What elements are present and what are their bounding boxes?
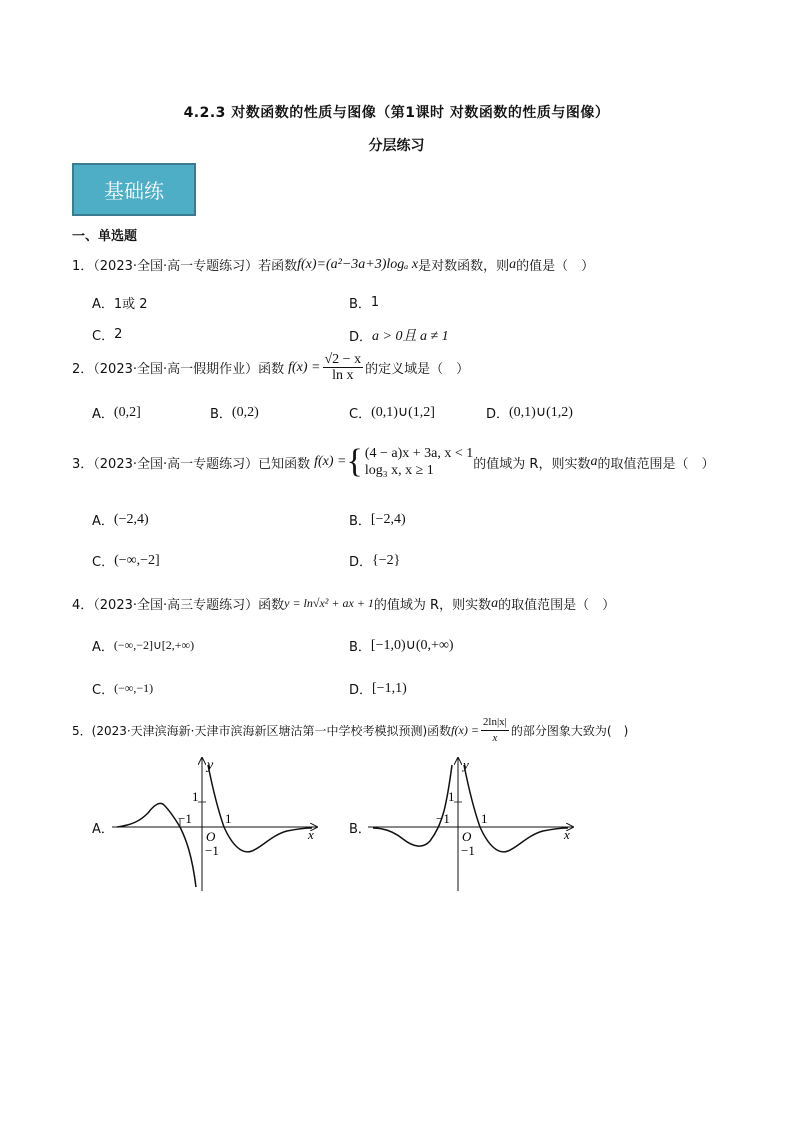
question-1-option-d[interactable]: D． a > 0且 a ≠ 1 <box>349 325 449 345</box>
question-3-variable: a <box>590 454 598 469</box>
graph-a-one-x: 1 <box>225 811 232 826</box>
question-1 <box>72 255 594 274</box>
question-2-option-b[interactable]: B． (0,2) <box>210 404 259 422</box>
fraction-numerator: √2 − x <box>324 352 362 367</box>
fraction-denominator: x <box>492 732 498 744</box>
question-3-option-d[interactable]: D． {−2} <box>349 552 401 570</box>
question-4-suffix-2: 的取值范围是（ ） <box>498 598 616 613</box>
section-heading: 一、单选题 <box>72 229 138 244</box>
option-text: (0,2] <box>113 404 141 420</box>
page-title: 4.2.3 对数函数的性质与图像（第1课时 对数函数的性质与图像） <box>183 105 610 121</box>
question-3 <box>72 445 714 479</box>
option-text: (−∞,−2]∪[2,+∞) <box>113 638 195 652</box>
question-4-expression: y = ln√x² + ax + 1 <box>284 596 374 610</box>
question-2-fraction <box>323 352 364 383</box>
graph-a-y-label: y <box>207 758 214 773</box>
question-4-variable: a <box>491 595 499 611</box>
question-4-option-d[interactable]: D． [−1,1) <box>349 680 407 698</box>
question-3-prefix: 3．（2023·全国·高一专题练习）已知函数 <box>72 456 311 472</box>
option-text: 1 <box>370 295 380 310</box>
question-1-variable: a <box>509 256 517 272</box>
fraction-denominator: ln x <box>332 368 354 383</box>
question-2-option-c[interactable]: C． (0,1)∪(1,2] <box>349 405 435 422</box>
question-5-function: f(x) = <box>451 723 479 737</box>
question-1-prefix: 1．（2023·全国·高一专题练习）若函数 <box>72 259 298 274</box>
question-1-option-c[interactable]: C． 2 <box>92 327 123 344</box>
option-text: (−2,4) <box>113 511 149 527</box>
question-4-option-a[interactable]: A． (−∞,−2]∪[2,+∞) <box>92 638 195 655</box>
graph-b-neg-one-y: −1 <box>461 843 475 858</box>
curve-left <box>373 765 452 846</box>
question-3-option-c[interactable]: C． (−∞,−2] <box>92 552 160 570</box>
graph-b-neg-one-x: −1 <box>436 811 450 826</box>
question-5 <box>72 715 628 746</box>
option-text: a > 0且 a ≠ 1 <box>372 329 449 344</box>
question-4 <box>72 594 615 613</box>
page-subtitle: 分层练习 <box>368 138 425 154</box>
question-4-option-c[interactable]: C． (−∞,−1) <box>92 681 154 698</box>
option-text: [−1,0)∪(0,+∞) <box>370 638 454 653</box>
option-text: [−1,1) <box>372 680 407 696</box>
option-text: {−2} <box>372 552 401 568</box>
question-2-option-a[interactable]: A． (0,2] <box>92 404 141 422</box>
graph-b[interactable] <box>368 755 578 895</box>
question-3-function: f(x) = <box>314 454 347 469</box>
question-3-option-b[interactable]: B． [−2,4) <box>349 511 406 529</box>
question-2-function: f(x) = <box>288 359 321 375</box>
graph-a-one-y: 1 <box>192 789 199 804</box>
graph-b-one-y: 1 <box>448 789 455 804</box>
graph-a-x-label: x <box>308 827 314 842</box>
question-5-suffix: 的部分图象大致为( ) <box>510 724 629 738</box>
question-4-option-b[interactable]: B． [−1,0)∪(0,+∞) <box>349 638 454 655</box>
question-3-option-a[interactable]: A． (−2,4) <box>92 511 149 529</box>
brace-icon: { <box>346 443 363 480</box>
piecewise-case-2: log₃ x, x ≥ 1 <box>364 463 434 478</box>
option-text: (−∞,−2] <box>114 552 160 568</box>
question-2 <box>72 352 469 383</box>
graph-b-x-label: x <box>564 827 570 842</box>
graph-a-neg-one-y: −1 <box>205 843 219 858</box>
question-2-prefix: 2．（2023·全国·高一假期作业）函数 <box>72 362 285 377</box>
fraction-numerator: 2ln|x| <box>481 715 509 731</box>
question-4-prefix: 4．（2023·全国·高三专题练习）函数 <box>72 598 285 613</box>
question-1-suffix-b: 的值是（ ） <box>516 259 595 274</box>
graph-b-y-label: y <box>463 757 469 772</box>
question-5-prefix: 5．(2023·天津滨海新·天津市滨海新区塘沽第一中学校考模拟预测)函数 <box>72 724 452 738</box>
option-text: (−∞,−1) <box>114 681 154 695</box>
question-3-piecewise <box>347 445 474 479</box>
question-3-suffix: 的值域为 R，则实数 <box>473 456 591 472</box>
piecewise-case-1: (4 − a)x + 3a, x < 1 <box>364 446 474 461</box>
question-3-suffix-2: 的取值范围是（ ） <box>597 456 715 472</box>
graph-a-origin: O <box>206 829 216 844</box>
option-text: (0,1)∪(1,2) <box>509 405 573 420</box>
option-text: (0,2) <box>231 404 259 420</box>
option-text: (0,1)∪(1,2] <box>371 405 435 420</box>
graph-b-one-x: 1 <box>481 811 488 826</box>
question-1-suffix-a: 是对数函数，则 <box>418 259 510 274</box>
curve-right <box>208 765 312 852</box>
question-5-option-a[interactable]: A． <box>92 822 114 837</box>
option-text: [−2,4) <box>370 511 406 527</box>
question-2-option-d[interactable]: D． (0,1)∪(1,2) <box>486 405 573 422</box>
question-5-fraction <box>481 715 509 746</box>
option-text: 1或 2 <box>113 297 148 312</box>
option-text: 2 <box>114 327 123 342</box>
question-2-suffix: 的定义域是（ ） <box>365 362 470 377</box>
question-1-expression: f(x)=(a²−3a+3)logₐ x <box>297 256 419 272</box>
question-4-suffix: 的值域为 R，则实数 <box>373 598 492 613</box>
graph-a[interactable] <box>112 755 322 895</box>
question-1-option-b[interactable]: B． 1 <box>349 295 380 312</box>
question-1-option-a[interactable]: A． 1或 2 <box>92 293 148 312</box>
curve-right <box>464 765 568 852</box>
question-5-option-b[interactable]: B． <box>349 822 371 837</box>
graph-b-origin: O <box>462 829 472 844</box>
graph-a-neg-one-x: −1 <box>178 811 192 826</box>
section-badge: 基础练 <box>72 163 196 216</box>
